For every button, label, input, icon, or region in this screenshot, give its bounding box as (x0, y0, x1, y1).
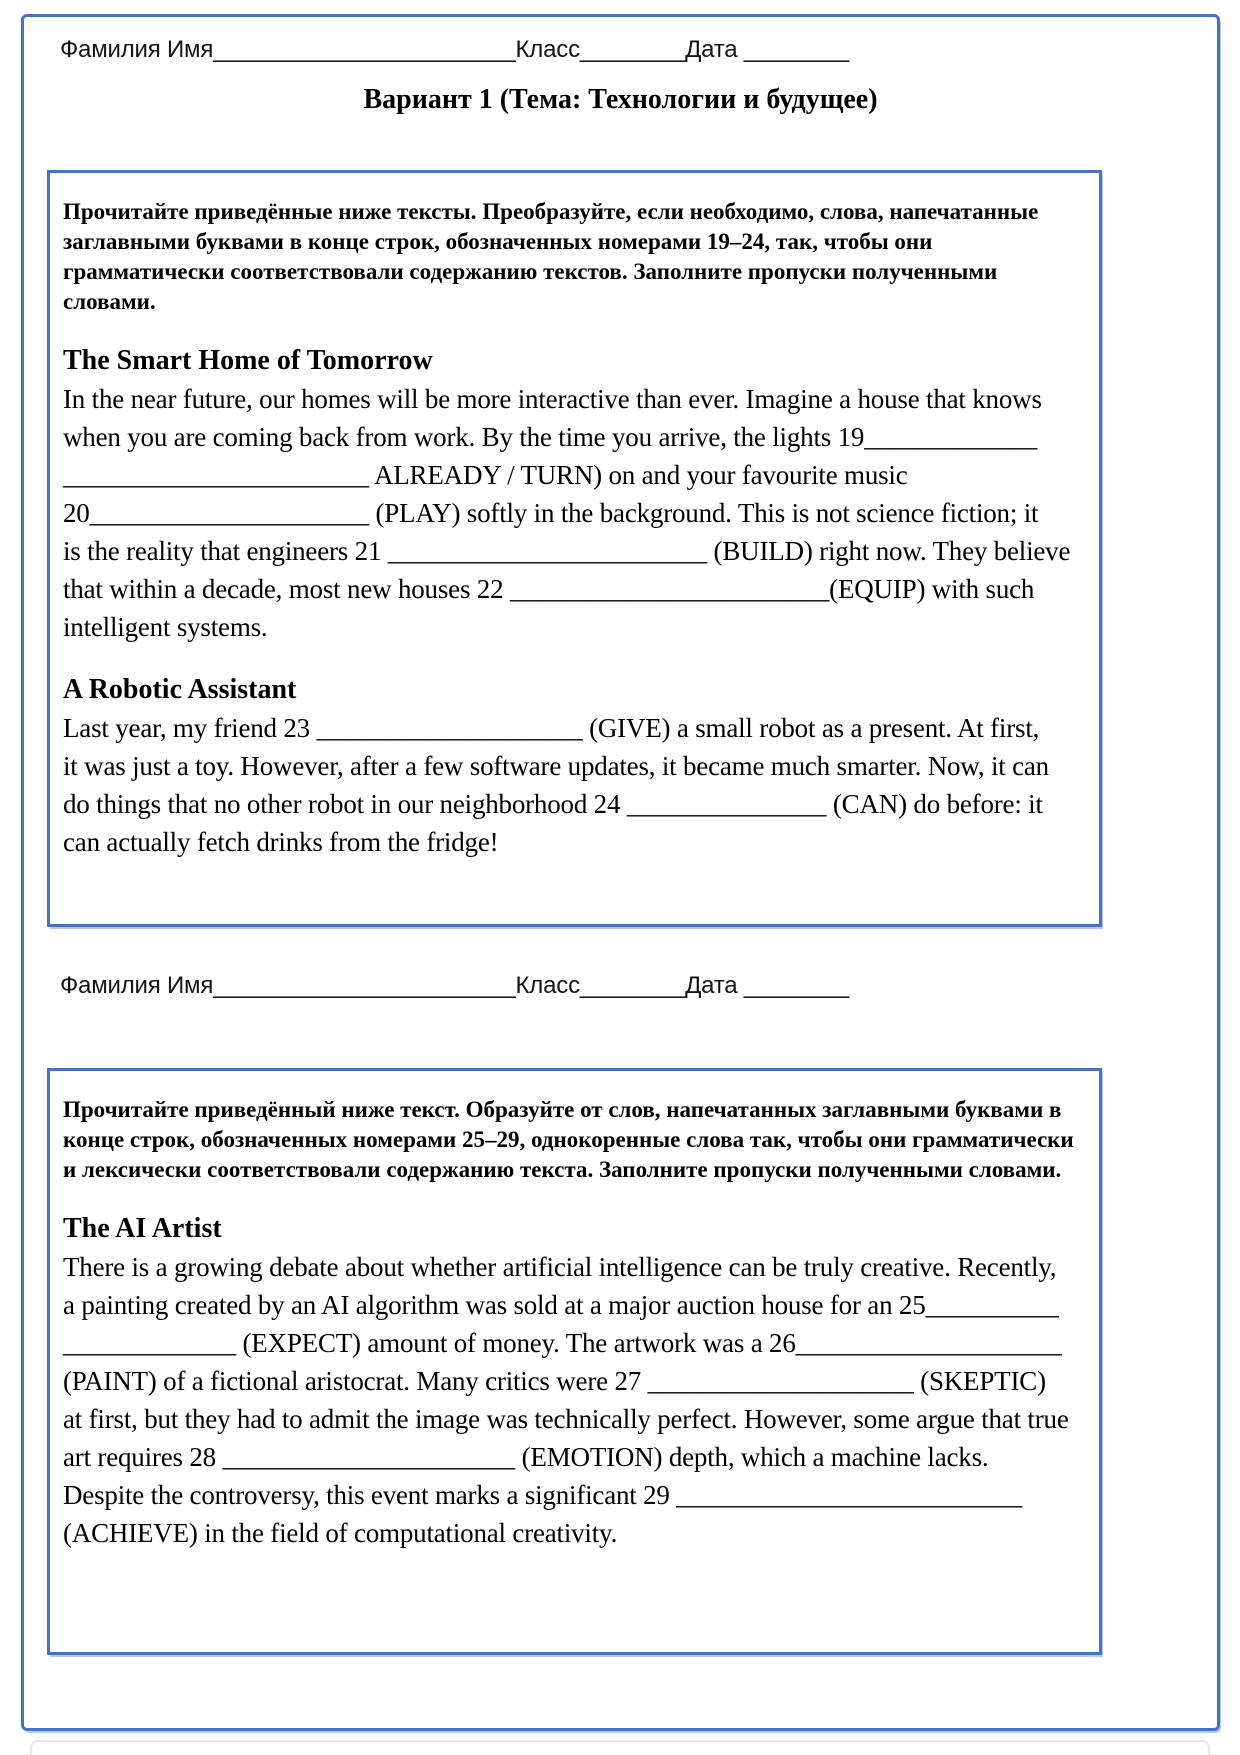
next-page-top-edge (30, 1740, 1210, 1755)
smart-home-paragraph (63, 380, 1087, 646)
name-blank-line: _______________________ (213, 36, 516, 63)
text-line: (PAINT) of a fictional aristocrat. Many critics were 27 ____________________ (SKEPTIC) (63, 1366, 1046, 1396)
text-line: can actually fetch drinks from the fridge! (63, 827, 499, 857)
class-label: Класс (515, 972, 580, 999)
text-line: is the reality that engineers 21 ________________________ (BUILD) right now. They believe (63, 536, 1071, 566)
instructions-line: заглавными буквами в конце строк, обозначенных номерами 19–24, так, чтобы они (63, 229, 933, 254)
text-line: it was just a toy. However, after a few software updates, it became much smarter. Now, it can (63, 751, 1049, 781)
name-label: Фамилия Имя (60, 972, 214, 999)
date-label: Дата (685, 972, 744, 999)
text-line: In the near future, our homes will be more interactive than ever. Imagine a house that knows (63, 384, 1042, 414)
name-blank-line: _______________________ (213, 972, 516, 999)
instructions-line: Прочитайте приведённые ниже тексты. Преобразуйте, если необходимо, слова, напечатанные (63, 199, 1039, 224)
text-line: 20_____________________ (PLAY) softly in the background. This is not science fiction; it (63, 498, 1039, 528)
student-info-line (60, 972, 849, 1000)
variant-title: Вариант 1 (Тема: Технологии и будущее) (363, 84, 878, 115)
ai-artist-paragraph (63, 1248, 1087, 1552)
text-line: (ACHIEVE) in the field of computational creativity. (63, 1518, 618, 1548)
instructions-line: и лексически соответствовали содержанию текста. Заполните пропуски полученными словами. (63, 1157, 1062, 1182)
instructions-line: конце строк, обозначенных номерами 25–29, однокоренные слова так, чтобы они грамматически (63, 1127, 1074, 1152)
class-blank-line: ________ (579, 36, 686, 63)
text-line: at first, but they had to admit the image was technically perfect. However, some argue that true (63, 1404, 1069, 1434)
task1-box (47, 170, 1102, 927)
section-heading-robot: A Robotic Assistant (63, 674, 297, 705)
text-line: when you are coming back from work. By the time you arrive, the lights 19_____________ (63, 422, 1038, 452)
instructions-line: грамматически соответствовали содержанию текстов. Заполните пропуски полученными (63, 259, 998, 284)
section-heading-smart-home: The Smart Home of Tomorrow (63, 345, 433, 376)
text-line: that within a decade, most new houses 22 ________________________(EQUIP) with such (63, 574, 1035, 604)
task2-box (47, 1068, 1102, 1655)
text-line: There is a growing debate about whether artificial intelligence can be truly creative. Recently, (63, 1252, 1057, 1282)
class-label: Класс (515, 36, 580, 63)
text-line: _______________________ ALREADY / TURN) on and your favourite music (63, 460, 908, 490)
text-line: art requires 28 ______________________ (EMOTION) depth, which a machine lacks. (63, 1442, 989, 1472)
text-line: Despite the controversy, this event marks a significant 29 __________________________ (63, 1480, 1023, 1510)
text-line: do things that no other robot in our neighborhood 24 _______________ (CAN) do before: it (63, 789, 1043, 819)
date-blank-line: ________ (743, 36, 850, 63)
date-label: Дата (685, 36, 744, 63)
name-label: Фамилия Имя (60, 36, 214, 63)
date-blank-line: ________ (743, 972, 850, 999)
task2-instructions (63, 1095, 1087, 1185)
text-line: intelligent systems. (63, 612, 268, 642)
student-info-line (60, 36, 849, 64)
text-line: a painting created by an AI algorithm was sold at a major auction house for an 25__________ (63, 1290, 1059, 1320)
class-blank-line: ________ (579, 972, 686, 999)
task1-instructions (63, 197, 1087, 317)
text-line: _____________ (EXPECT) amount of money. The artwork was a 26____________________ (63, 1328, 1062, 1358)
instructions-line: словами. (63, 289, 156, 314)
section-heading-ai-artist: The AI Artist (63, 1213, 222, 1244)
instructions-line: Прочитайте приведённый ниже текст. Образуйте от слов, напечатанных заглавными буквами в (63, 1097, 1062, 1122)
robot-paragraph (63, 709, 1087, 861)
text-line: Last year, my friend 23 ____________________ (GIVE) a small robot as a present. At first, (63, 713, 1040, 743)
